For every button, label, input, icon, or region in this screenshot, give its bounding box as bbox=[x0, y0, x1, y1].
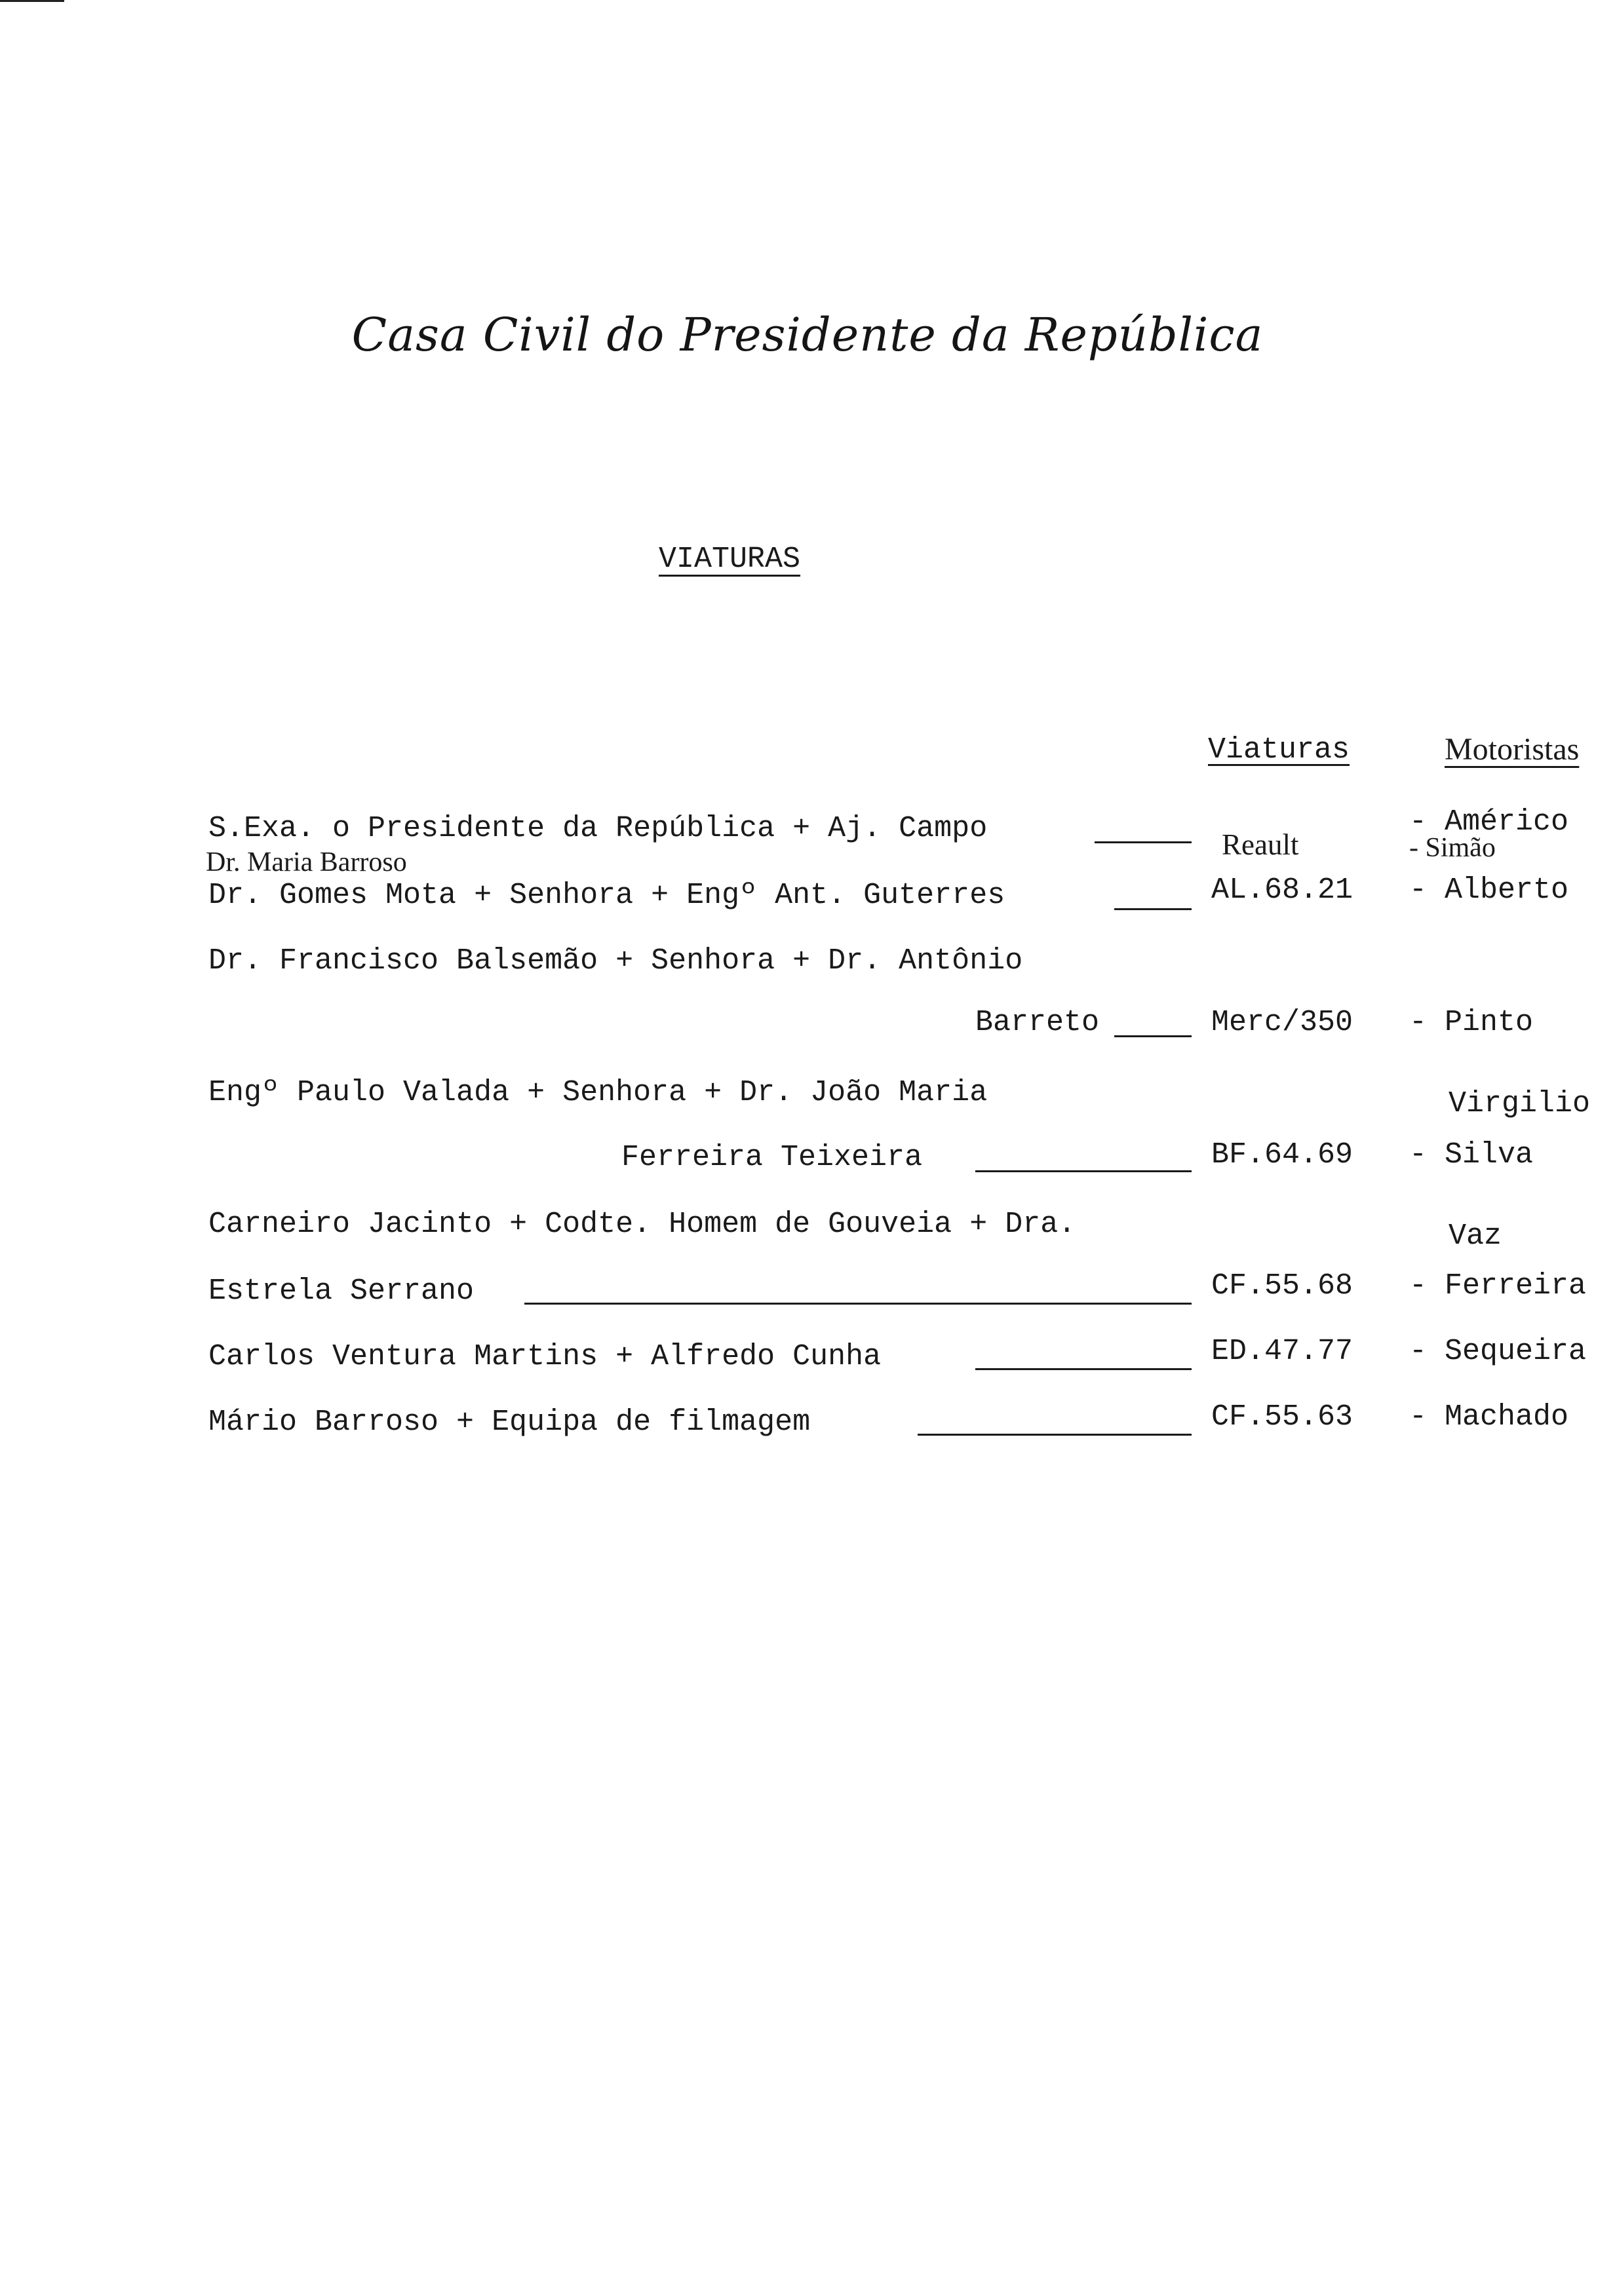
row-3-passengers-cont: Barreto bbox=[975, 1006, 1100, 1039]
row-5-driver: - Ferreira bbox=[1409, 1269, 1587, 1303]
row-5-passengers-cont: Estrela Serrano bbox=[208, 1274, 475, 1308]
row-6-leader bbox=[975, 1368, 1192, 1370]
row-4-passengers: Engº Paulo Valada + Senhora + Dr. João Maria bbox=[208, 1076, 988, 1109]
row-7-passengers: Mário Barroso + Equipa de filmagem bbox=[208, 1406, 811, 1439]
row-1-leader bbox=[1095, 841, 1192, 843]
row-1-driver-2: - Simão bbox=[1409, 833, 1496, 863]
letterhead: Casa Civil do Presidente da República bbox=[351, 308, 1264, 362]
row-4-passengers-cont: Ferreira Teixeira bbox=[621, 1141, 923, 1174]
row-1-passengers: S.Exa. o Presidente da República + Aj. Campo bbox=[208, 812, 988, 845]
row-2-vehicle: AL.68.21 bbox=[1211, 873, 1353, 907]
row-1-passengers-extra: Dr. Maria Barroso bbox=[206, 847, 407, 877]
row-1-driver-1: - Américo bbox=[1409, 805, 1569, 839]
row-2-leader bbox=[1114, 908, 1192, 910]
row-4-driver-first: Virgilio bbox=[1449, 1087, 1591, 1120]
row-2-passengers: Dr. Gomes Mota + Senhora + Engº Ant. Guterres bbox=[208, 879, 1005, 912]
row-6-passengers: Carlos Ventura Martins + Alfredo Cunha bbox=[208, 1340, 882, 1373]
row-4-vehicle: BF.64.69 bbox=[1211, 1138, 1353, 1172]
header-drivers: Motoristas bbox=[1445, 732, 1580, 767]
row-5-driver-first: Vaz bbox=[1449, 1219, 1502, 1253]
row-1-vehicle: Reault bbox=[1222, 828, 1299, 861]
row-5-leader bbox=[524, 1303, 1192, 1305]
row-3-vehicle: Merc/350 bbox=[1211, 1006, 1353, 1039]
page-title: VIATURAS bbox=[659, 543, 801, 576]
corner-scan-mark bbox=[0, 0, 64, 2]
row-5-passengers: Carneiro Jacinto + Codte. Homem de Gouveia + Dra. bbox=[208, 1208, 1076, 1241]
row-5-vehicle: CF.55.68 bbox=[1211, 1269, 1353, 1303]
row-3-passengers: Dr. Francisco Balsemão + Senhora + Dr. Antônio bbox=[208, 944, 1023, 978]
row-4-driver: - Silva bbox=[1409, 1138, 1534, 1172]
row-6-vehicle: ED.47.77 bbox=[1211, 1335, 1353, 1368]
row-3-driver: - Pinto bbox=[1409, 1006, 1534, 1039]
row-3-leader bbox=[1114, 1035, 1192, 1037]
row-7-vehicle: CF.55.63 bbox=[1211, 1400, 1353, 1434]
row-7-driver: - Machado bbox=[1409, 1400, 1569, 1434]
header-vehicles: Viaturas bbox=[1208, 733, 1350, 767]
row-4-leader bbox=[975, 1170, 1192, 1172]
row-7-leader bbox=[918, 1434, 1192, 1436]
row-2-driver: - Alberto bbox=[1409, 873, 1569, 907]
row-6-driver: - Sequeira bbox=[1409, 1335, 1587, 1368]
